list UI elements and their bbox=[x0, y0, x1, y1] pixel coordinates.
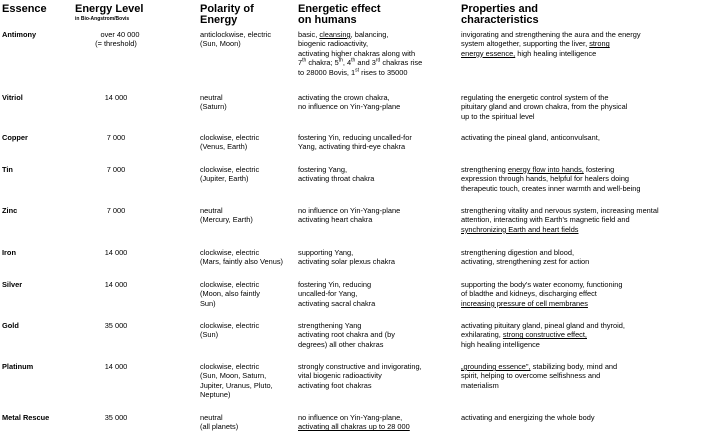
polarity: anticlockwise, electric (Sun, Moon) bbox=[200, 30, 272, 49]
energetic-effect: no influence on Yin-Yang-plane, activating all chakras up to 28 000 bbox=[298, 413, 410, 432]
properties: activating the pineal gland, anticonvulsant, bbox=[461, 133, 600, 142]
properties: strengthening digestion and blood, activating, strengthening zest for action bbox=[461, 248, 590, 267]
energetic-effect: fostering Yin, reducing uncalled-for Yang, activating sacral chakra bbox=[298, 280, 376, 308]
polarity: neutral (Saturn) bbox=[200, 93, 227, 112]
polarity: clockwise, electric (Sun) bbox=[200, 321, 260, 340]
energetic-effect: strengthening Yang activating root chakra and (by degrees) all other chakras bbox=[298, 321, 395, 349]
properties: supporting the body's water economy, functioning of bladthe and kidneys, discharging effect increasing pressure of cell membranes bbox=[461, 280, 623, 308]
properties: „grounding essence", stabilizing body, mind and spirit, helping to overcome selfishness and materialism bbox=[461, 362, 618, 390]
energetic-effect: fostering Yin, reducing uncalled-for Yang, activating third-eye chakra bbox=[298, 133, 412, 152]
polarity: clockwise, electric (Venus, Earth) bbox=[200, 133, 260, 152]
energy-level: 14 000 bbox=[104, 280, 128, 289]
polarity: clockwise, electric (Jupiter, Earth) bbox=[200, 165, 260, 184]
properties: invigorating and strengthening the aura and the energy system altogether, supporting the liver, strong energy essence, high healing intelligence bbox=[461, 30, 641, 58]
header-essence: Essence bbox=[2, 3, 47, 15]
energy-level: 7 000 bbox=[106, 165, 126, 174]
properties: strengthening energy flow into hands, fostering expression through hands, helpful for healers doing therapeutic touch, creates inner warmth and well-being bbox=[461, 165, 641, 193]
energetic-effect: activating the crown chakra, no influence on Yin-Yang-plane bbox=[298, 93, 401, 112]
polarity: clockwise, electric (Moon, also faintly Sun) bbox=[200, 280, 260, 308]
properties: regulating the energetic control system of the pituitary gland and crown chakra, from the physical up to the spiritual level bbox=[461, 93, 628, 121]
properties: strengthening vitality and nervous system, increasing mental attention, interacting with Earth's magnetic field and synchronizing Earth and heart fields bbox=[461, 206, 659, 234]
essence-name: Iron bbox=[2, 248, 16, 257]
energy-level: 7 000 bbox=[106, 133, 126, 142]
header-energy-level-unit: in Bio-Angstrom/Bovis bbox=[75, 16, 130, 22]
essence-name: Vitriol bbox=[2, 93, 23, 102]
energetic-effect: strongly constructive and invigorating, vital biogenic radioactivity activating foot chakras bbox=[298, 362, 422, 390]
energy-level: over 40 000 (= threshold) bbox=[95, 30, 140, 49]
polarity: neutral (Mercury, Earth) bbox=[200, 206, 253, 225]
energy-level: 14 000 bbox=[104, 362, 128, 371]
header-polarity: Polarity of Energy bbox=[200, 3, 254, 26]
energy-level: 35 000 bbox=[104, 321, 128, 330]
header-properties: Properties and characteristics bbox=[461, 3, 539, 26]
energetic-effect: basic, cleansing, balancing, biogenic radioactivity, activating higher chakras along with 7th chakra; 5th, 4th and 3rd chakras rise to 28000 Bovis, 1st rises to 35000 bbox=[298, 30, 423, 77]
essence-name: Metal Rescue bbox=[2, 413, 50, 422]
essence-name: Silver bbox=[2, 280, 23, 289]
energy-level: 7 000 bbox=[106, 206, 126, 215]
energy-level: 14 000 bbox=[104, 93, 128, 102]
polarity: clockwise, electric (Mars, faintly also Venus) bbox=[200, 248, 283, 267]
essence-name: Tin bbox=[2, 165, 13, 174]
header-energy-level: Energy Level in Bio-Angstrom/Bovis bbox=[75, 4, 195, 22]
energetic-effect: no influence on Yin-Yang-plane activating heart chakra bbox=[298, 206, 401, 225]
polarity: neutral (all planets) bbox=[200, 413, 239, 432]
properties: activating and energizing the whole body bbox=[461, 413, 595, 422]
energetic-effect: supporting Yang, activating solar plexus chakra bbox=[298, 248, 395, 267]
essence-name: Zinc bbox=[2, 206, 18, 215]
essence-name: Platinum bbox=[2, 362, 34, 371]
properties: activating pituitary gland, pineal gland and thyroid, exhilarating, strong constructive effect, high healing intelligence bbox=[461, 321, 625, 349]
polarity: clockwise, electric (Sun, Moon, Saturn, Jupiter, Uranus, Pluto, Neptune) bbox=[200, 362, 273, 400]
essence-name: Gold bbox=[2, 321, 19, 330]
header-effect: Energetic effect on humans bbox=[298, 3, 381, 26]
energetic-effect: fostering Yang, activating throat chakra bbox=[298, 165, 375, 184]
energy-level: 14 000 bbox=[104, 248, 128, 257]
essence-name: Copper bbox=[2, 133, 28, 142]
energy-level: 35 000 bbox=[104, 413, 128, 422]
essence-name: Antimony bbox=[2, 30, 37, 39]
